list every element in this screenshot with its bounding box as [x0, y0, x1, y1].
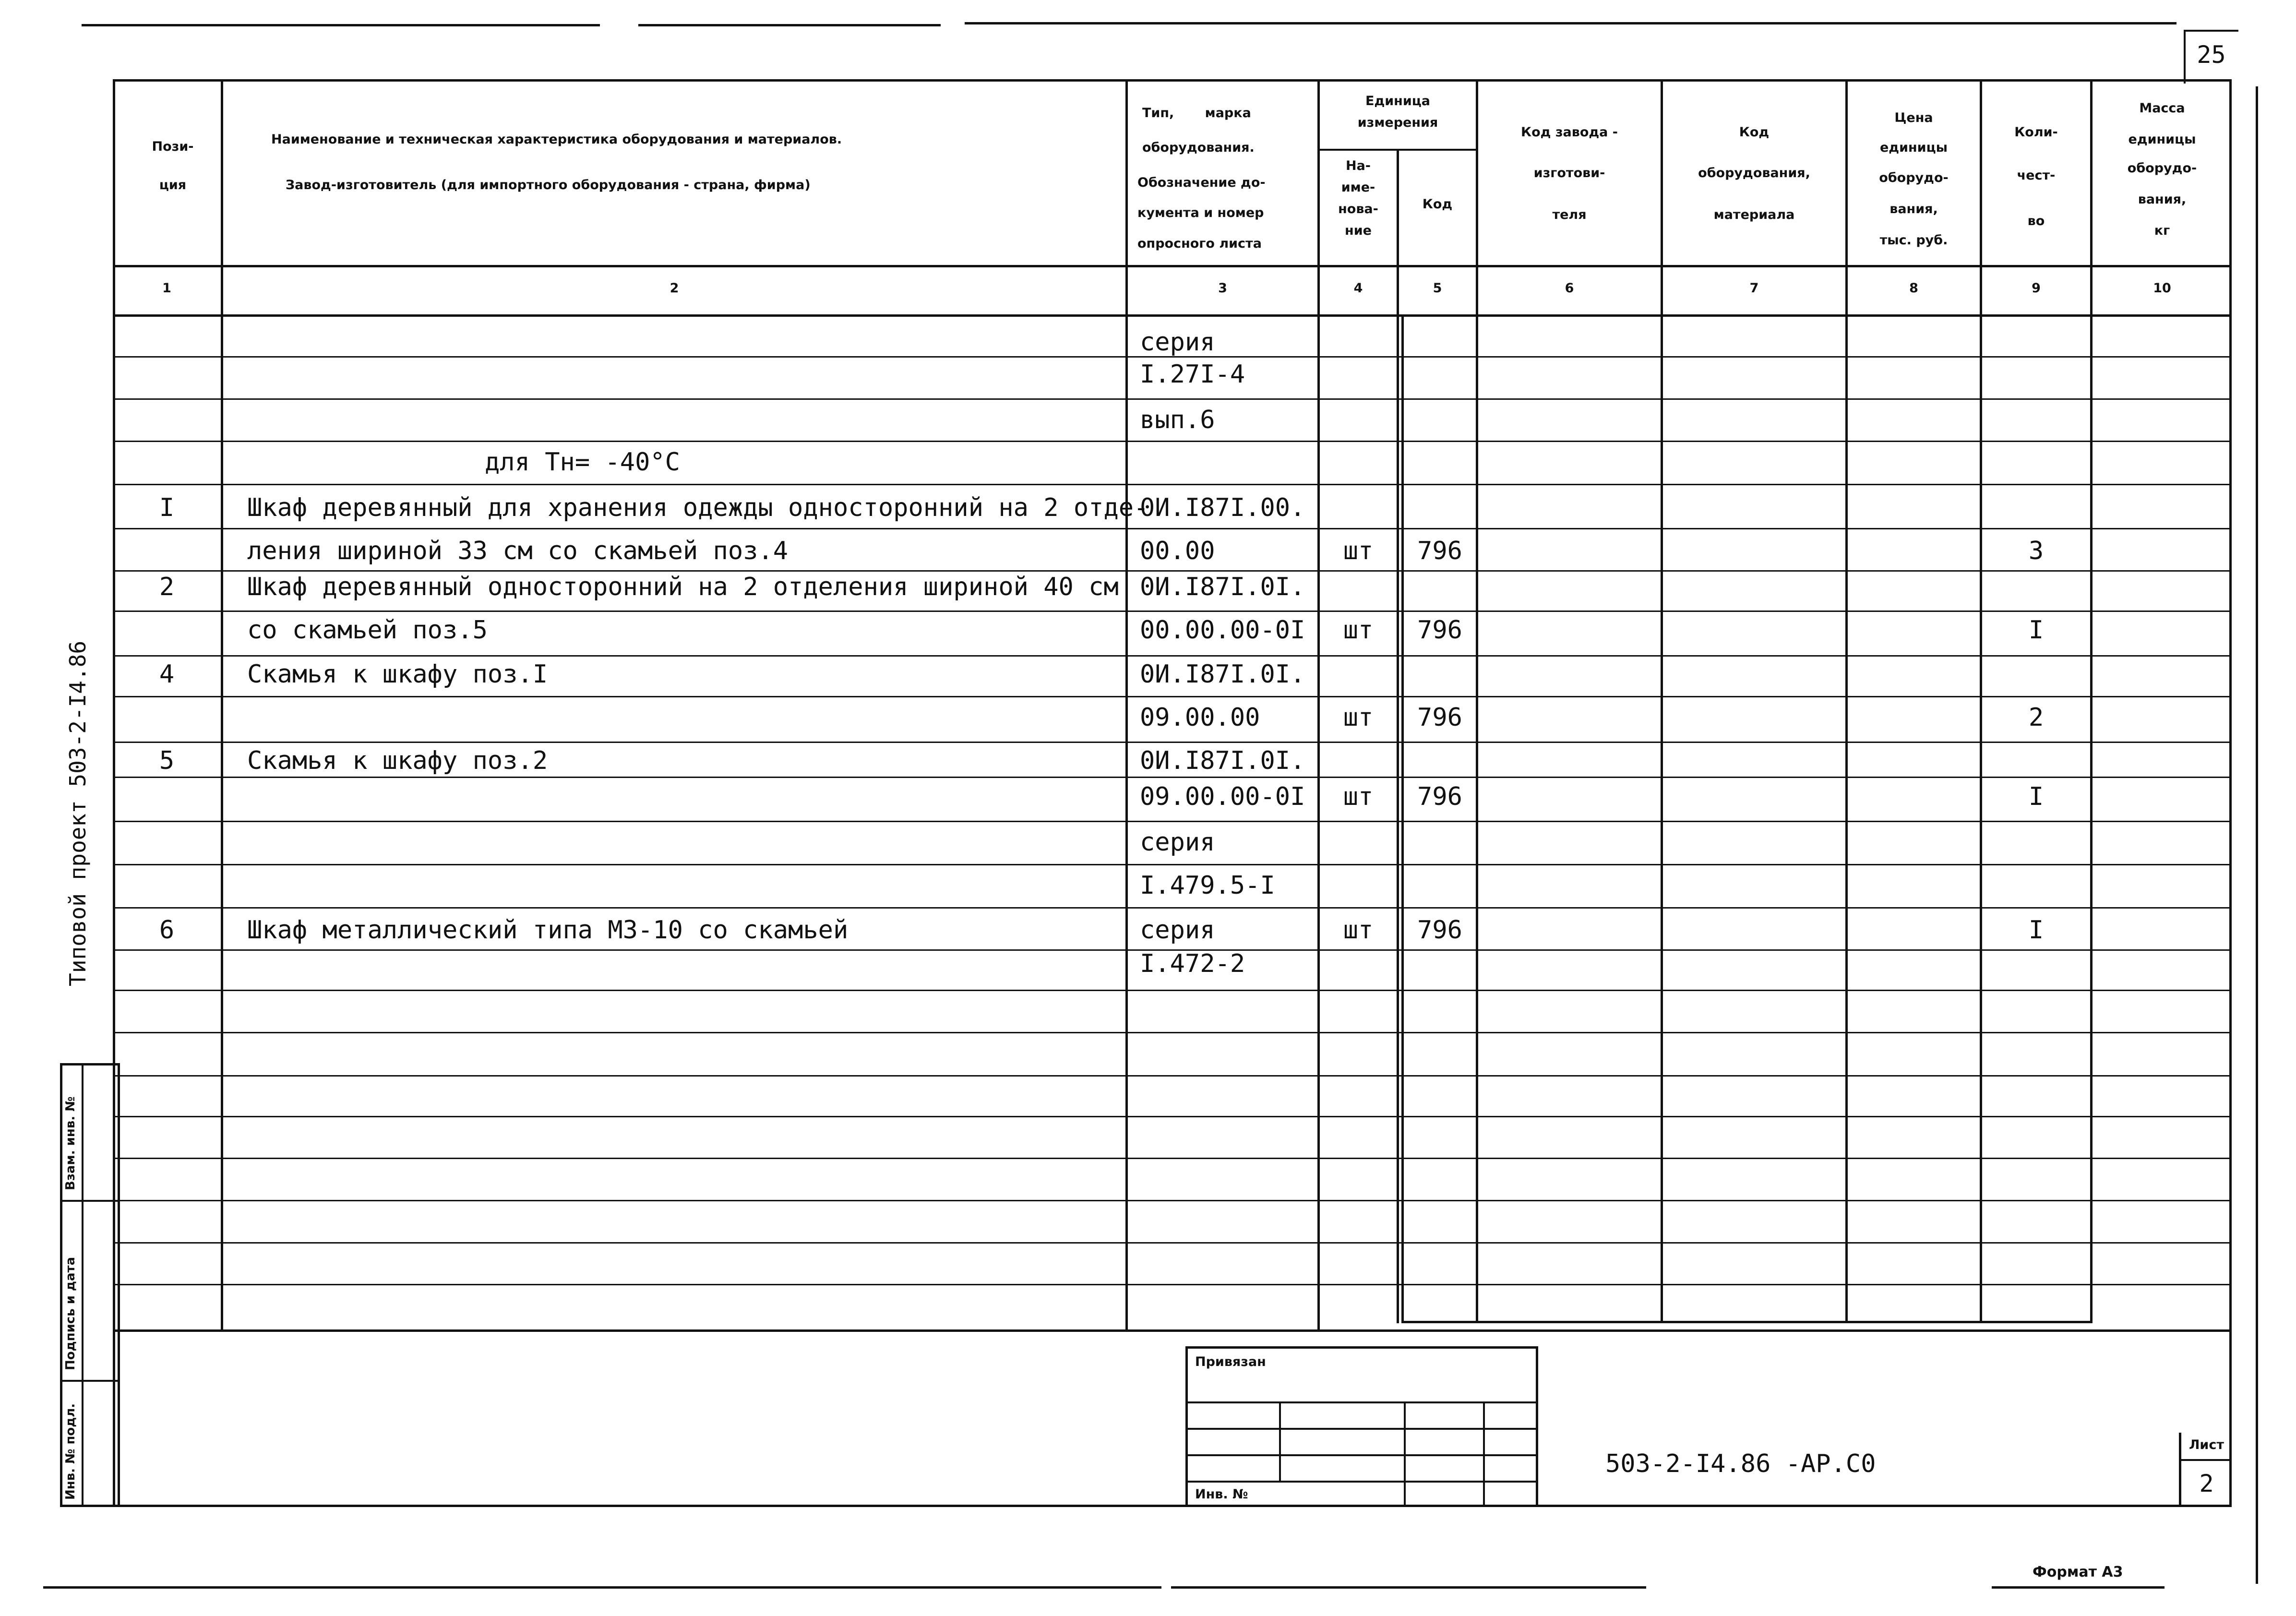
name-cell: со скамьей поз.5 — [247, 616, 488, 645]
type-cell: 09.00.00-0I — [1140, 782, 1305, 811]
col-line — [1397, 150, 1399, 1323]
row-line — [113, 777, 2232, 778]
code-cell: 796 — [1417, 782, 1462, 811]
vzam-label: Взам. инв. № — [63, 1096, 78, 1190]
header-col5: Код — [1422, 197, 1453, 212]
type-cell: 00.00.00-0I — [1140, 616, 1305, 645]
type-cell: 09.00.00 — [1140, 703, 1260, 732]
bottom-dash-line — [43, 1586, 1161, 1589]
name-cell: Скамья к шкафу поз.I — [247, 660, 548, 689]
name-cell: Шкаф металлический типа МЗ-10 со скамьей — [247, 916, 849, 945]
qty-cell: I — [2028, 782, 2044, 811]
unit-cell: шт — [1343, 782, 1374, 811]
top-dash-line — [82, 24, 600, 26]
stamp-col — [1483, 1401, 1485, 1507]
row-line — [113, 441, 2232, 442]
type-cell: I.479.5-I — [1140, 871, 1275, 900]
qty-cell: 2 — [2028, 703, 2044, 732]
type-cell: серия — [1140, 328, 1215, 357]
bottom-dash-line — [1171, 1586, 1646, 1589]
name-cell: ления шириной 33 см со скамьей поз.4 — [247, 537, 789, 565]
stamp-col — [1404, 1401, 1406, 1507]
row-line — [113, 1200, 2232, 1201]
header-bottom-line — [113, 265, 2232, 267]
qty-cell: I — [2028, 916, 2044, 945]
unit-cell: шт — [1343, 703, 1374, 732]
row-line — [113, 821, 2232, 822]
name-cell: Шкаф деревянный односторонний на 2 отделения шириной 40 см — [247, 573, 1119, 601]
top-dash-line — [965, 22, 2176, 24]
pos-cell: 6 — [159, 916, 175, 945]
type-cell: вып.6 — [1140, 406, 1215, 434]
row-line — [113, 655, 2232, 657]
row-line — [113, 1032, 2232, 1033]
code-cell: 796 — [1417, 537, 1462, 565]
unit-cell: шт — [1343, 616, 1374, 645]
type-cell: серия — [1140, 828, 1215, 857]
row-line — [113, 484, 2232, 485]
inv-no-label: Инв. № — [1195, 1487, 1248, 1502]
unit-cell: шт — [1343, 916, 1374, 945]
col-number-line — [113, 314, 2232, 317]
side-stamp-divider — [82, 1063, 84, 1507]
table-bottom-line — [113, 1329, 2232, 1332]
col-line — [1476, 79, 1478, 1323]
type-cell: серия — [1140, 916, 1215, 945]
type-cell: 0И.I87I.0I. — [1140, 746, 1305, 775]
col-line — [1980, 79, 1982, 1323]
side-stamp-line — [60, 1380, 120, 1382]
code-cell: 796 — [1417, 916, 1462, 945]
col-line — [1661, 79, 1663, 1323]
document-code: 503-2-I4.86 -АР.С0 — [1605, 1449, 1876, 1478]
page-number: 25 — [2197, 41, 2226, 69]
qty-cell: 3 — [2028, 537, 2044, 565]
unit-cell: шт — [1343, 537, 1374, 565]
code-cell: 796 — [1417, 616, 1462, 645]
privyazan-label: Привязан — [1195, 1354, 1266, 1369]
type-cell: I.472-2 — [1140, 949, 1245, 978]
right-edge-line — [2256, 86, 2258, 1584]
row-line — [113, 398, 2232, 400]
row-line — [113, 528, 2232, 529]
row-line — [113, 907, 2232, 909]
sheet-label: Лист — [2189, 1437, 2224, 1452]
bottom-dash-line — [1992, 1586, 2164, 1589]
row-line — [113, 990, 2232, 991]
qty-cell: I — [2028, 616, 2044, 645]
binding-stamp — [1185, 1346, 1538, 1507]
type-cell: 0И.I87I.0I. — [1140, 660, 1305, 689]
row-line — [113, 696, 2232, 697]
row-line — [113, 1284, 2232, 1285]
sheet-line — [2179, 1459, 2232, 1461]
type-cell: 00.00 — [1140, 537, 1215, 565]
inv-podl-label: Инв. № подл. — [63, 1403, 78, 1500]
type-cell: 0И.I87I.0I. — [1140, 573, 1305, 601]
row-line — [113, 864, 2232, 865]
type-cell: I.27I-4 — [1140, 360, 1245, 389]
project-label: Типовой проект 503-2-I4.86 — [65, 640, 91, 986]
name-cell: для Тн= -40°С — [485, 448, 680, 477]
col-line — [2090, 79, 2093, 1323]
col-line — [1845, 79, 1848, 1323]
format-label: Формат А3 — [2033, 1564, 2123, 1580]
podpis-label: Подпись и дата — [63, 1257, 78, 1370]
row-line — [113, 1075, 2232, 1077]
pos-cell: 4 — [159, 660, 175, 689]
unit-section-bottom — [1401, 1321, 2093, 1323]
name-cell: Скамья к шкафу поз.2 — [247, 746, 548, 775]
pos-cell: 2 — [159, 573, 175, 601]
row-line — [113, 610, 2232, 612]
row-line — [113, 1116, 2232, 1117]
top-dash-line — [638, 24, 941, 26]
stamp-col — [1279, 1401, 1281, 1481]
stamp-line — [1185, 1481, 1538, 1483]
pos-cell: I — [159, 493, 175, 522]
col-line — [221, 79, 223, 1330]
type-cell: 0И.I87I.00. — [1140, 493, 1305, 522]
row-line — [113, 1242, 2232, 1244]
stamp-line — [1185, 1401, 1538, 1403]
code-cell: 796 — [1417, 703, 1462, 732]
pos-cell: 5 — [159, 746, 175, 775]
name-cell: Шкаф деревянный для хранения одежды односторонний на 2 отде- — [247, 493, 1149, 522]
stamp-line — [1185, 1454, 1538, 1456]
row-line — [113, 1158, 2232, 1159]
stamp-line — [1185, 1428, 1538, 1430]
sheet-number: 2 — [2199, 1470, 2214, 1497]
row-line — [113, 742, 2232, 743]
col-line — [1125, 79, 1128, 1330]
row-line — [113, 570, 2232, 572]
side-stamp-line — [60, 1200, 120, 1202]
col-line — [1401, 317, 1404, 1323]
